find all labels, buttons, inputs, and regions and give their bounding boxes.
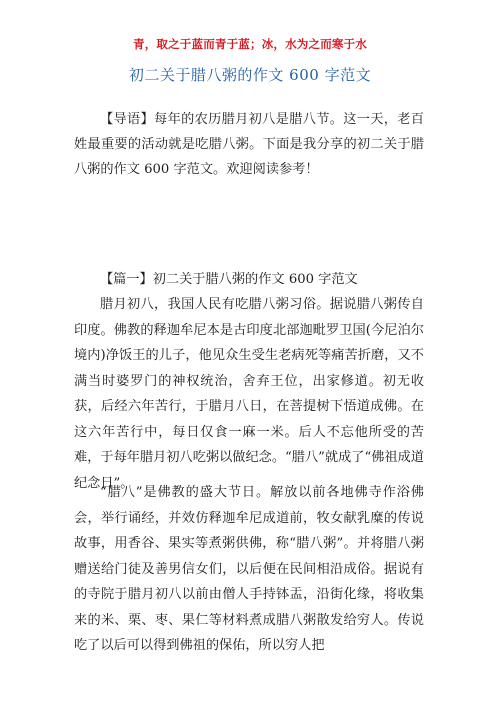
body-paragraph-1: 腊月初八，我国人民有吃腊八粥习俗。据说腊八粥传自印度。佛教的释迦牟尼本是古印度北部迦毗罗卫国(今尼泊尔境内)净饭王的儿子，他见众生受生老病死等痛苦折磨，又不满当时婆罗门的神权统治，舍弃王位，出家修道。初无收获，后经六年苦行，于腊月八日，在菩提树下悟道成佛。在这六年苦行中，每日仅食一麻一米。后人不忘他所受的苦难，于每年腊月初八吃粥以做纪念。“腊八”就成了“佛祖成道纪念日”。 <box>74 297 424 491</box>
section-heading: 【篇一】初二关于腊八粥的作文 600 字范文 <box>100 272 358 287</box>
page-title: 初二关于腊八粥的作文 600 字范文 <box>128 66 372 84</box>
motto-header: 青，取之于蓝而青于蓝；冰，水为之而寒于水 <box>133 37 367 51</box>
body-paragraph-2: “腊八”是佛教的盛大节日。解放以前各地佛寺作浴佛会，举行诵经，并效仿释迦牟尼成道前，牧女献乳糜的传说故事，用香谷、果实等煮粥供佛，称“腊八粥”。并将腊八粥赠送给门徒及善男信女们，以后便在民间相沿成俗。据说有的寺院于腊月初八以前由僧人手持钵盂，沿街化缘，将收集来的米、栗、枣、果仁等材料煮成腊八粥散发给穷人。传说吃了以后可以得到佛祖的保佑，所以穷人把 <box>74 485 424 653</box>
intro-paragraph: 【导语】每年的农历腊月初八是腊八节。这一天，老百姓最重要的活动就是吃腊八粥。下面是我分享的初二关于腊八粥的作文 600 字范文。欢迎阅读参考！ <box>74 112 424 177</box>
